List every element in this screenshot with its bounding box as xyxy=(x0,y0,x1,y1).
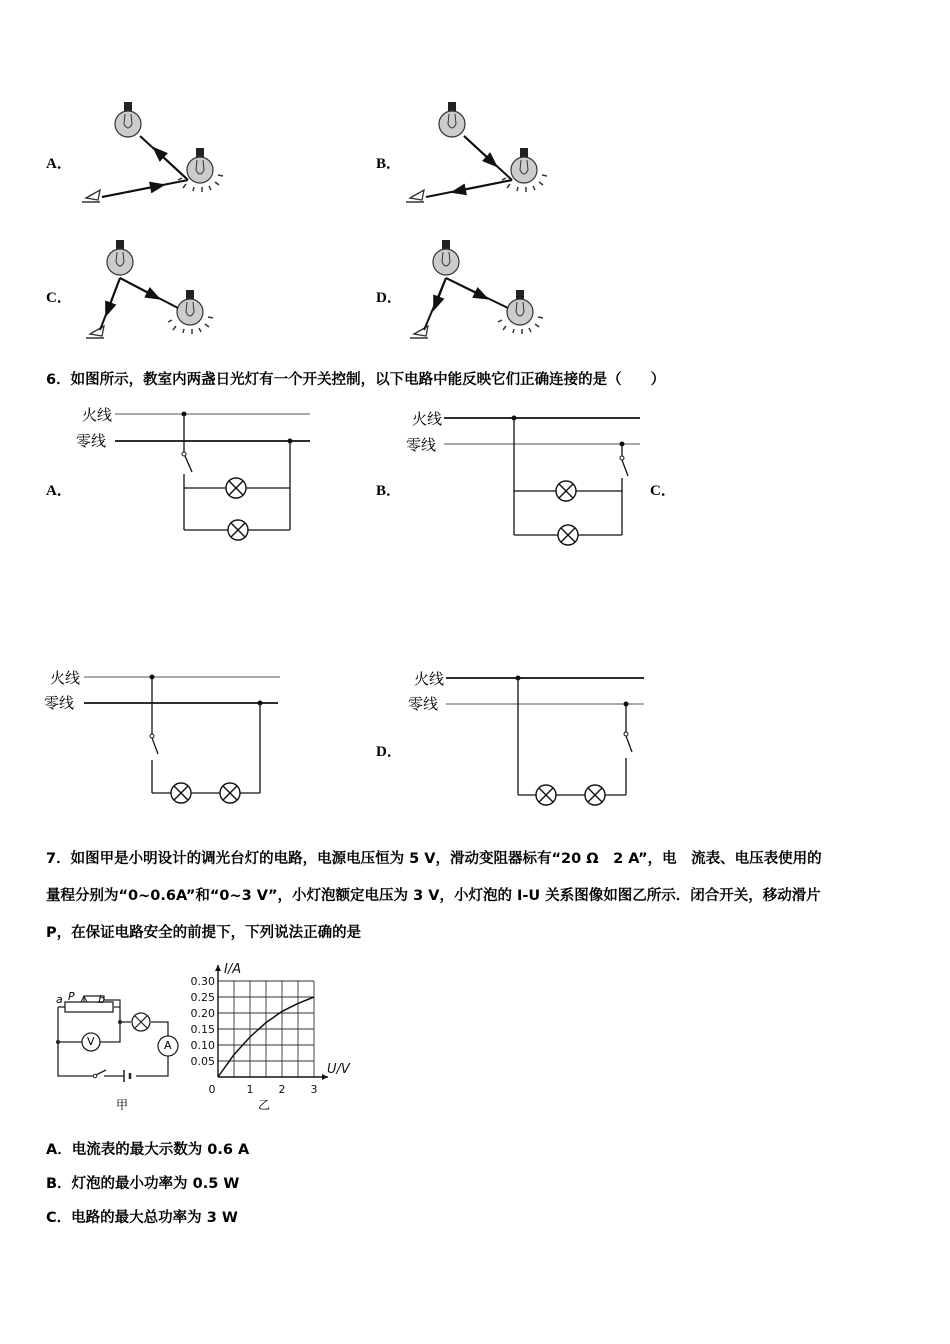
figure-yi-caption: 乙 xyxy=(258,1098,271,1112)
q7-option-a[interactable]: A．电流表的最大示数为 0.6 A xyxy=(46,1142,250,1158)
q5-option-b-label[interactable]: B． xyxy=(376,156,402,172)
lamp-icon xyxy=(558,525,578,545)
q7-option-b[interactable]: B．灯泡的最小功率为 0.5 W xyxy=(46,1176,240,1192)
lamp-icon xyxy=(536,785,556,805)
lamp-icon xyxy=(556,481,576,501)
iu-chart xyxy=(185,955,360,1115)
y-tick-label: 0.20 xyxy=(190,1007,215,1020)
q5-option-c-label[interactable]: C． xyxy=(46,290,72,306)
q6-stem: 6．如图所示，教室内两盏日光灯有一个开关控制，以下电路中能反映它们正确连接的是（ ） xyxy=(46,372,666,388)
x-axis-label: U/V xyxy=(327,1062,350,1077)
q7-stem-line-1: 7．如图甲是小明设计的调光台灯的电路，电源电压恒为 5 V，滑动变阻器标有“20 Ω 2 A”，电 流表、电压表使用的 xyxy=(46,851,822,867)
lamp-icon xyxy=(171,783,191,803)
x-tick-label: 0 xyxy=(208,1083,216,1096)
q6-option-b-circuit[interactable] xyxy=(444,416,640,546)
q6-option-a-circuit[interactable] xyxy=(115,412,310,541)
rheostat-end-a-label: a xyxy=(56,993,63,1006)
y-tick-label: 0.30 xyxy=(190,975,215,988)
y-axis-label: I/A xyxy=(224,962,242,977)
live-wire-label: 火线 xyxy=(414,670,445,688)
figure-jia-caption: 甲 xyxy=(116,1098,129,1112)
y-tick-label: 0.25 xyxy=(190,991,215,1004)
x-tick-label: 2 xyxy=(278,1083,286,1096)
q7-stem-line-3: P，在保证电路安全的前提下，下列说法正确的是 xyxy=(46,925,362,941)
neutral-wire-label: 零线 xyxy=(406,436,437,454)
neutral-wire-label: 零线 xyxy=(408,695,439,713)
neutral-wire-label: 零线 xyxy=(44,694,75,712)
y-axis-arrow xyxy=(215,965,221,971)
y-tick-label: 0.10 xyxy=(190,1039,215,1052)
live-wire-label: 火线 xyxy=(50,669,81,687)
q6-option-b-label[interactable]: B． xyxy=(376,483,402,499)
lamp-icon xyxy=(585,785,605,805)
ammeter-label: A xyxy=(164,1039,172,1052)
lamp-icon xyxy=(228,520,248,540)
lamp-icon xyxy=(226,478,246,498)
y-tick-label: 0.05 xyxy=(190,1055,215,1068)
q6-option-d-circuit[interactable] xyxy=(446,676,644,806)
live-wire-label: 火线 xyxy=(412,410,443,428)
q6-option-d-label[interactable]: D． xyxy=(376,744,402,760)
y-tick-label: 0.15 xyxy=(190,1023,215,1036)
q7-option-c[interactable]: C．电路的最大总功率为 3 W xyxy=(46,1210,238,1226)
q5-option-a-label[interactable]: A． xyxy=(46,156,72,172)
q6-option-c-circuit[interactable] xyxy=(84,675,280,804)
slider-p-label: P xyxy=(68,990,75,1003)
neutral-wire-label: 零线 xyxy=(76,432,107,450)
lamp-icon xyxy=(132,1013,150,1031)
voltmeter-label: V xyxy=(87,1035,95,1048)
lamp-icon xyxy=(220,783,240,803)
rheostat-end-b-label: b xyxy=(98,993,105,1006)
x-tick-label: 3 xyxy=(310,1083,318,1096)
q6-option-c-label[interactable]: C． xyxy=(650,483,676,499)
q6-option-a-label[interactable]: A． xyxy=(46,483,72,499)
live-wire-label: 火线 xyxy=(82,406,113,424)
q7-stem-line-2: 量程分别为“0~0.6A”和“0~3 V”，小灯泡额定电压为 3 V，小灯泡的 I-U 关系图像如图乙所示．闭合开关，移动滑片 xyxy=(46,888,821,904)
q5-option-d-label[interactable]: D． xyxy=(376,290,402,306)
x-tick-label: 1 xyxy=(246,1083,254,1096)
